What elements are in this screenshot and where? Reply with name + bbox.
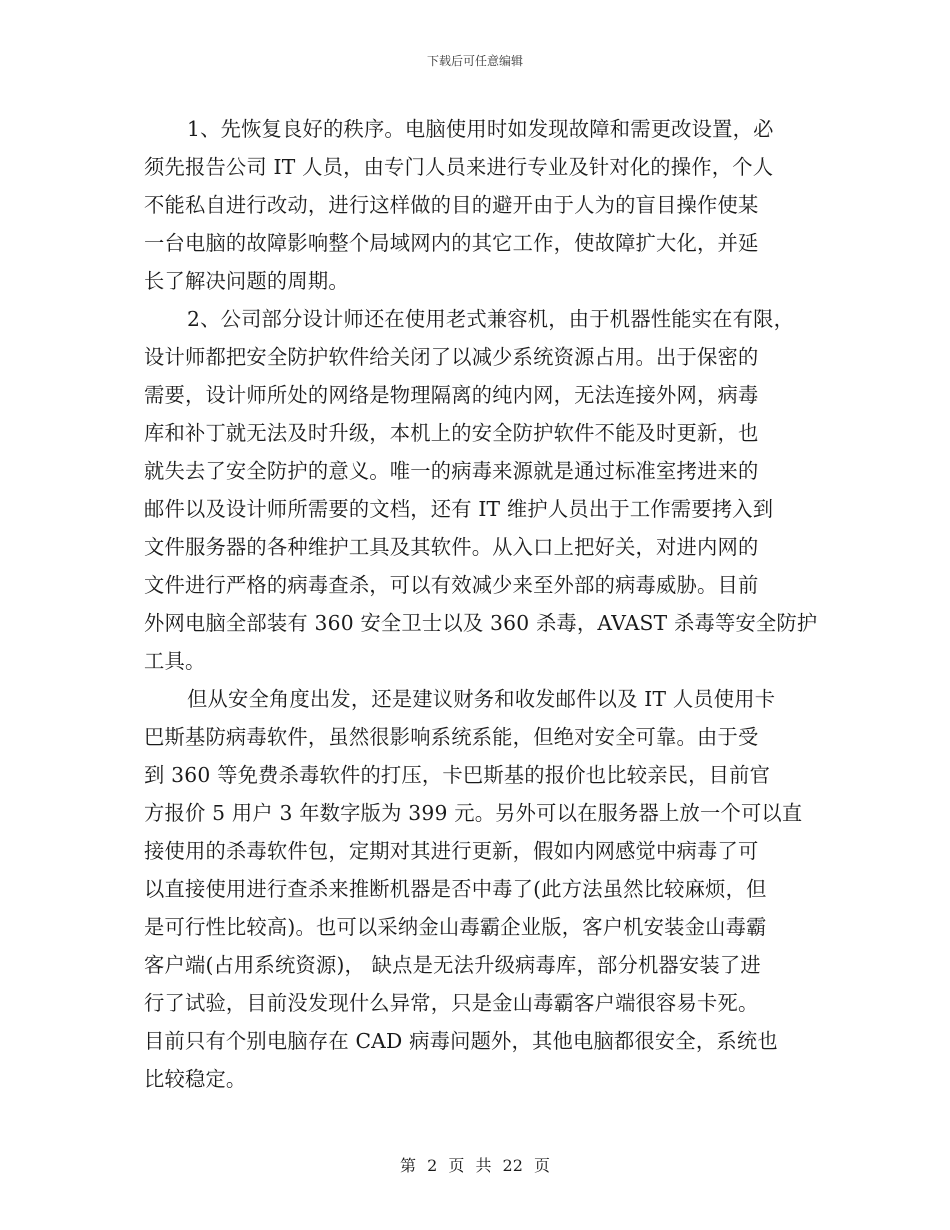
text-line: 外网电脑全部装有 360 安全卫士以及 360 杀毒，AVAST 杀毒等安全防护: [144, 611, 818, 635]
text-line: 库和补丁就无法及时升级，本机上的安全防护软件不能及时更新，也: [144, 421, 759, 445]
page-number-footer: 第 2 页 共 22 页: [400, 1156, 550, 1175]
text-line: 客户端(占用系统资源)， 缺点是无法升级病毒库，部分机器安装了进: [144, 953, 761, 977]
text-line: 比较稳定。: [144, 1067, 247, 1091]
text-line: 工具。: [144, 649, 206, 673]
text-line: 目前只有个别电脑存在 CAD 病毒问题外，其他电脑都很安全，系统也: [144, 1029, 778, 1053]
text-line: 须先报告公司 IT 人员，由专门人员来进行专业及针对化的操作，个人: [144, 155, 774, 179]
text-line: 就失去了安全防护的意义。唯一的病毒来源就是通过标准室拷进来的: [144, 459, 759, 483]
text-line: 设计师都把安全防护软件给关闭了以减少系统资源占用。出于保密的: [144, 345, 759, 369]
text-line: 邮件以及设计师所需要的文档，还有 IT 维护人员出于工作需要拷入到: [144, 497, 774, 521]
text-line: 一台电脑的故障影响整个局域网内的其它工作，使故障扩大化，并延: [144, 231, 759, 255]
text-line: 不能私自进行改动，进行这样做的目的避开由于人为的盲目操作使某: [144, 193, 759, 217]
text-line: 长了解决问题的周期。: [144, 269, 349, 293]
page-header: 下载后可任意编辑: [426, 54, 523, 68]
text-line: 是可行性比较高)。也可以采纳金山毒霸企业版，客户机安装金山毒霸: [144, 915, 767, 939]
text-line: 行了试验，目前没发现什么异常，只是金山毒霸客户端很容易卡死。: [144, 991, 759, 1015]
text-line: 但从安全角度出发，还是建议财务和收发邮件以及 IT 人员使用卡: [187, 687, 776, 711]
text-line: 以直接使用进行查杀来推断机器是否中毒了(此方法虽然比较麻烦，但: [144, 877, 767, 901]
text-line: 文件服务器的各种维护工具及其软件。从入口上把好关，对进内网的: [144, 535, 759, 559]
text-line: 接使用的杀毒软件包，定期对其进行更新，假如内网感觉中病毒了可: [144, 839, 759, 863]
text-line: 方报价 5 用户 3 年数字版为 399 元。另外可以在服务器上放一个可以直: [144, 801, 803, 825]
text-line: 1、先恢复良好的秩序。电脑使用时如发现故障和需更改设置，必: [187, 117, 774, 141]
text-line: 巴斯基防病毒软件，虽然很影响系统系能，但绝对安全可靠。由于受: [144, 725, 759, 749]
text-line: 文件进行严格的病毒查杀，可以有效减少来至外部的病毒威胁。目前: [144, 573, 759, 597]
text-line: 到 360 等免费杀毒软件的打压，卡巴斯基的报价也比较亲民，目前官: [144, 763, 771, 787]
document-body: [144, 110, 834, 1098]
text-line: 需要，设计师所处的网络是物理隔离的纯内网，无法连接外网，病毒: [144, 383, 759, 407]
text-line: 2、公司部分设计师还在使用老式兼容机，由于机器性能实在有限，: [187, 307, 795, 331]
